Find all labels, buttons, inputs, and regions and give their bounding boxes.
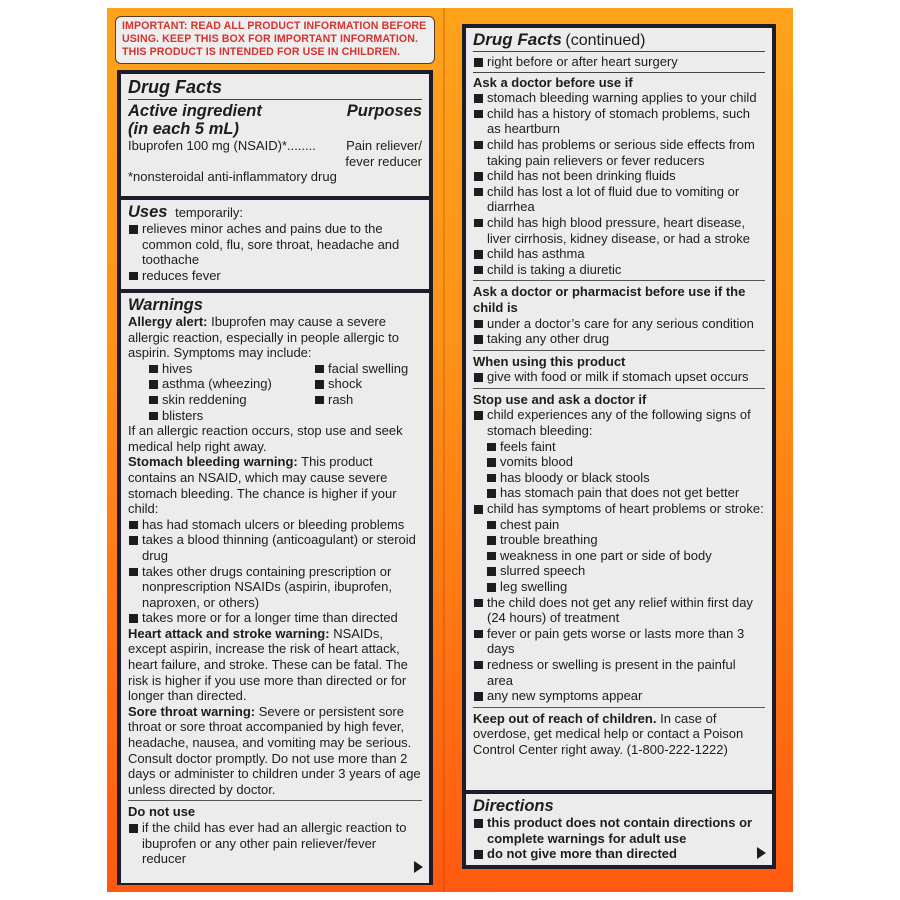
stop-use-subitem: feels faint [473, 439, 765, 455]
uses-heading: Uses [128, 203, 168, 221]
drug-facts-panel-right [462, 24, 776, 869]
symptom-item: shock [301, 376, 422, 392]
stop-use-subitem: has stomach pain that does not get better [473, 485, 765, 501]
stop-use-item: any new symptoms appear [473, 688, 765, 704]
symptom-item: blisters [128, 408, 301, 424]
keep-out-text: In case of overdose, get medical help or contact a Poison Control Center right away. (1-800-222-1222) [473, 710, 744, 757]
keep-out-of-reach [473, 711, 765, 758]
ask-doctor-item: child has a history of stomach problems, such as heartburn [473, 106, 765, 137]
nsaid-footnote: *nonsteroidal anti-inflammatory drug [128, 169, 337, 185]
divider [128, 99, 422, 100]
ask-doctor-item: child has problems or serious side effects from taking pain relievers or fever reducers [473, 137, 765, 168]
stop-use-heading: Stop use and ask a doctor if [473, 391, 647, 407]
stomach-risk-item: has had stomach ulcers or bleeding problems [128, 517, 422, 533]
stop-use-subitem: has bloody or black stools [473, 470, 765, 486]
divider [473, 72, 765, 73]
ask-pharmacist-item: taking any other drug [473, 331, 765, 347]
stomach-warning-label: Stomach bleeding warning: [128, 454, 298, 470]
continue-arrow-icon [414, 861, 423, 873]
sore-throat-label: Sore throat warning: [128, 703, 256, 719]
warnings-section [121, 293, 429, 883]
heart-warning-label: Heart attack and stroke warning: [128, 625, 330, 641]
sore-throat-warning [128, 704, 422, 798]
divider [473, 350, 765, 351]
do-not-use-item: if the child has ever had an allergic reaction to ibuprofen or any other pain reliever/fever reducer [128, 820, 422, 867]
ask-pharmacist-heading: Ask a doctor or pharmacist before use if the child is [473, 284, 746, 315]
divider [473, 388, 765, 389]
do-not-use-heading: Do not use [128, 804, 196, 820]
when-using-heading: When using this product [473, 353, 626, 369]
important-notice: IMPORTANT: READ ALL PRODUCT INFORMATION BEFORE USING. KEEP THIS BOX FOR IMPORTANT INFORMATION. THIS PRODUCT IS INTENDED FOR USE IN CHILDREN. [115, 16, 435, 64]
continued-label: (continued) [565, 32, 646, 49]
ask-doctor-heading: Ask a doctor before use if [473, 74, 633, 90]
continued-item: right before or after heart surgery [473, 54, 765, 70]
allergy-alert-text: Ibuprofen may cause a severe allergic reaction, especially in people allergic to aspirin. Symptoms may include: [128, 314, 399, 361]
keep-out-label: Keep out of reach of children. [473, 710, 657, 726]
divider [473, 51, 765, 52]
ingredient-purpose-line2: fever reducer [345, 153, 422, 169]
stop-use-subitem: trouble breathing [473, 532, 765, 548]
stop-use-subitem: slurred speech [473, 563, 765, 579]
active-ingredient-subheading: (in each 5 mL) [128, 120, 239, 138]
stomach-risk-item: takes other drugs containing prescription or nonprescription NSAIDs (aspirin, ibuprofen, naproxen, or others) [128, 564, 422, 611]
stop-use-item: child has symptoms of heart problems or stroke: [473, 501, 765, 517]
symptom-item: asthma (wheezing) [128, 376, 301, 392]
box-fold-line [443, 8, 445, 892]
stop-use-item: fever or pain gets worse or lasts more than 3 days [473, 626, 765, 657]
stop-use-item: redness or swelling is present in the painful area [473, 657, 765, 688]
ask-pharmacist-item: under a doctor’s care for any serious condition [473, 316, 765, 332]
purposes-heading: Purposes [346, 102, 422, 120]
directions-item: this product does not contain directions or complete warnings for adult use [473, 815, 765, 846]
stomach-risk-item: takes a blood thinning (anticoagulant) or steroid drug [128, 532, 422, 563]
active-ingredient-section [121, 74, 429, 196]
divider [128, 800, 422, 801]
uses-item: relieves minor aches and pains due to the common cold, flu, sore throat, headache and toothache [128, 221, 422, 268]
ask-doctor-item: child has lost a lot of fluid due to vomiting or diarrhea [473, 184, 765, 215]
stop-use-item: child experiences any of the following signs of stomach bleeding: [473, 407, 765, 438]
drug-facts-continued-title: Drug Facts [473, 30, 562, 49]
allergy-alert [128, 314, 422, 361]
ask-doctor-item: stomach bleeding warning applies to your child [473, 90, 765, 106]
uses-section [121, 200, 429, 289]
divider [473, 707, 765, 708]
heart-warning-text: NSAIDs, except aspirin, increase the risk of heart attack, heart failure, and stroke. These can be fatal. The risk is higher if you use more than directed or for longer than directed. [128, 625, 408, 704]
allergy-after-text: If an allergic reaction occurs, stop use and seek medical help right away. [128, 423, 403, 454]
directions-item: do not give more than directed [473, 846, 765, 862]
symptom-item: skin reddening [128, 392, 301, 408]
directions-section [466, 794, 772, 865]
drug-facts-panel-left [117, 70, 433, 885]
symptom-item: facial swelling [301, 361, 422, 377]
symptom-item: rash [301, 392, 422, 408]
divider [473, 280, 765, 281]
when-using-item: give with food or milk if stomach upset occurs [473, 369, 765, 385]
uses-intro: temporarily: [175, 205, 243, 220]
stop-use-subitem: vomits blood [473, 454, 765, 470]
stop-use-subitem: weakness in one part or side of body [473, 548, 765, 564]
allergy-alert-label: Allergy alert: [128, 314, 208, 329]
ask-doctor-item: child has not been drinking fluids [473, 168, 765, 184]
drug-facts-title: Drug Facts [128, 77, 223, 97]
heart-attack-warning [128, 626, 422, 704]
sore-throat-text: Severe or persistent sore throat or sore throat accompanied by high fever, headache, nausea, and vomiting may be serious. Consult doctor promptly. Do not use more than 2 days or administer to children under 3 years of age unless directed by doctor. [128, 703, 421, 797]
stop-use-item: the child does not get any relief within first day (24 hours) of treatment [473, 595, 765, 626]
warnings-heading: Warnings [128, 296, 203, 314]
stop-use-subitem: chest pain [473, 517, 765, 533]
stomach-bleeding-warning [128, 454, 422, 516]
uses-item: reduces fever [128, 268, 422, 284]
ingredient-purpose-line1: Pain reliever/ [346, 138, 422, 153]
ingredient-name: Ibuprofen 100 mg (NSAID)*........ [128, 138, 316, 153]
stop-use-subitem: leg swelling [473, 579, 765, 595]
ask-doctor-item: child has asthma [473, 246, 765, 262]
ask-doctor-item: child has high blood pressure, heart disease, liver cirrhosis, kidney disease, or had a stroke [473, 215, 765, 246]
ask-doctor-item: child is taking a diuretic [473, 262, 765, 278]
drug-facts-continued-section [466, 28, 772, 790]
directions-heading: Directions [473, 797, 554, 815]
symptom-item: hives [128, 361, 301, 377]
allergy-symptom-list [128, 361, 422, 423]
stomach-risk-item: takes more or for a longer time than directed [128, 610, 422, 626]
active-ingredient-heading: Active ingredient [128, 102, 262, 120]
continue-arrow-icon [757, 847, 766, 859]
stomach-warning-text: This product contains an NSAID, which may cause severe stomach bleeding. The chance is higher if your child: [128, 454, 397, 517]
